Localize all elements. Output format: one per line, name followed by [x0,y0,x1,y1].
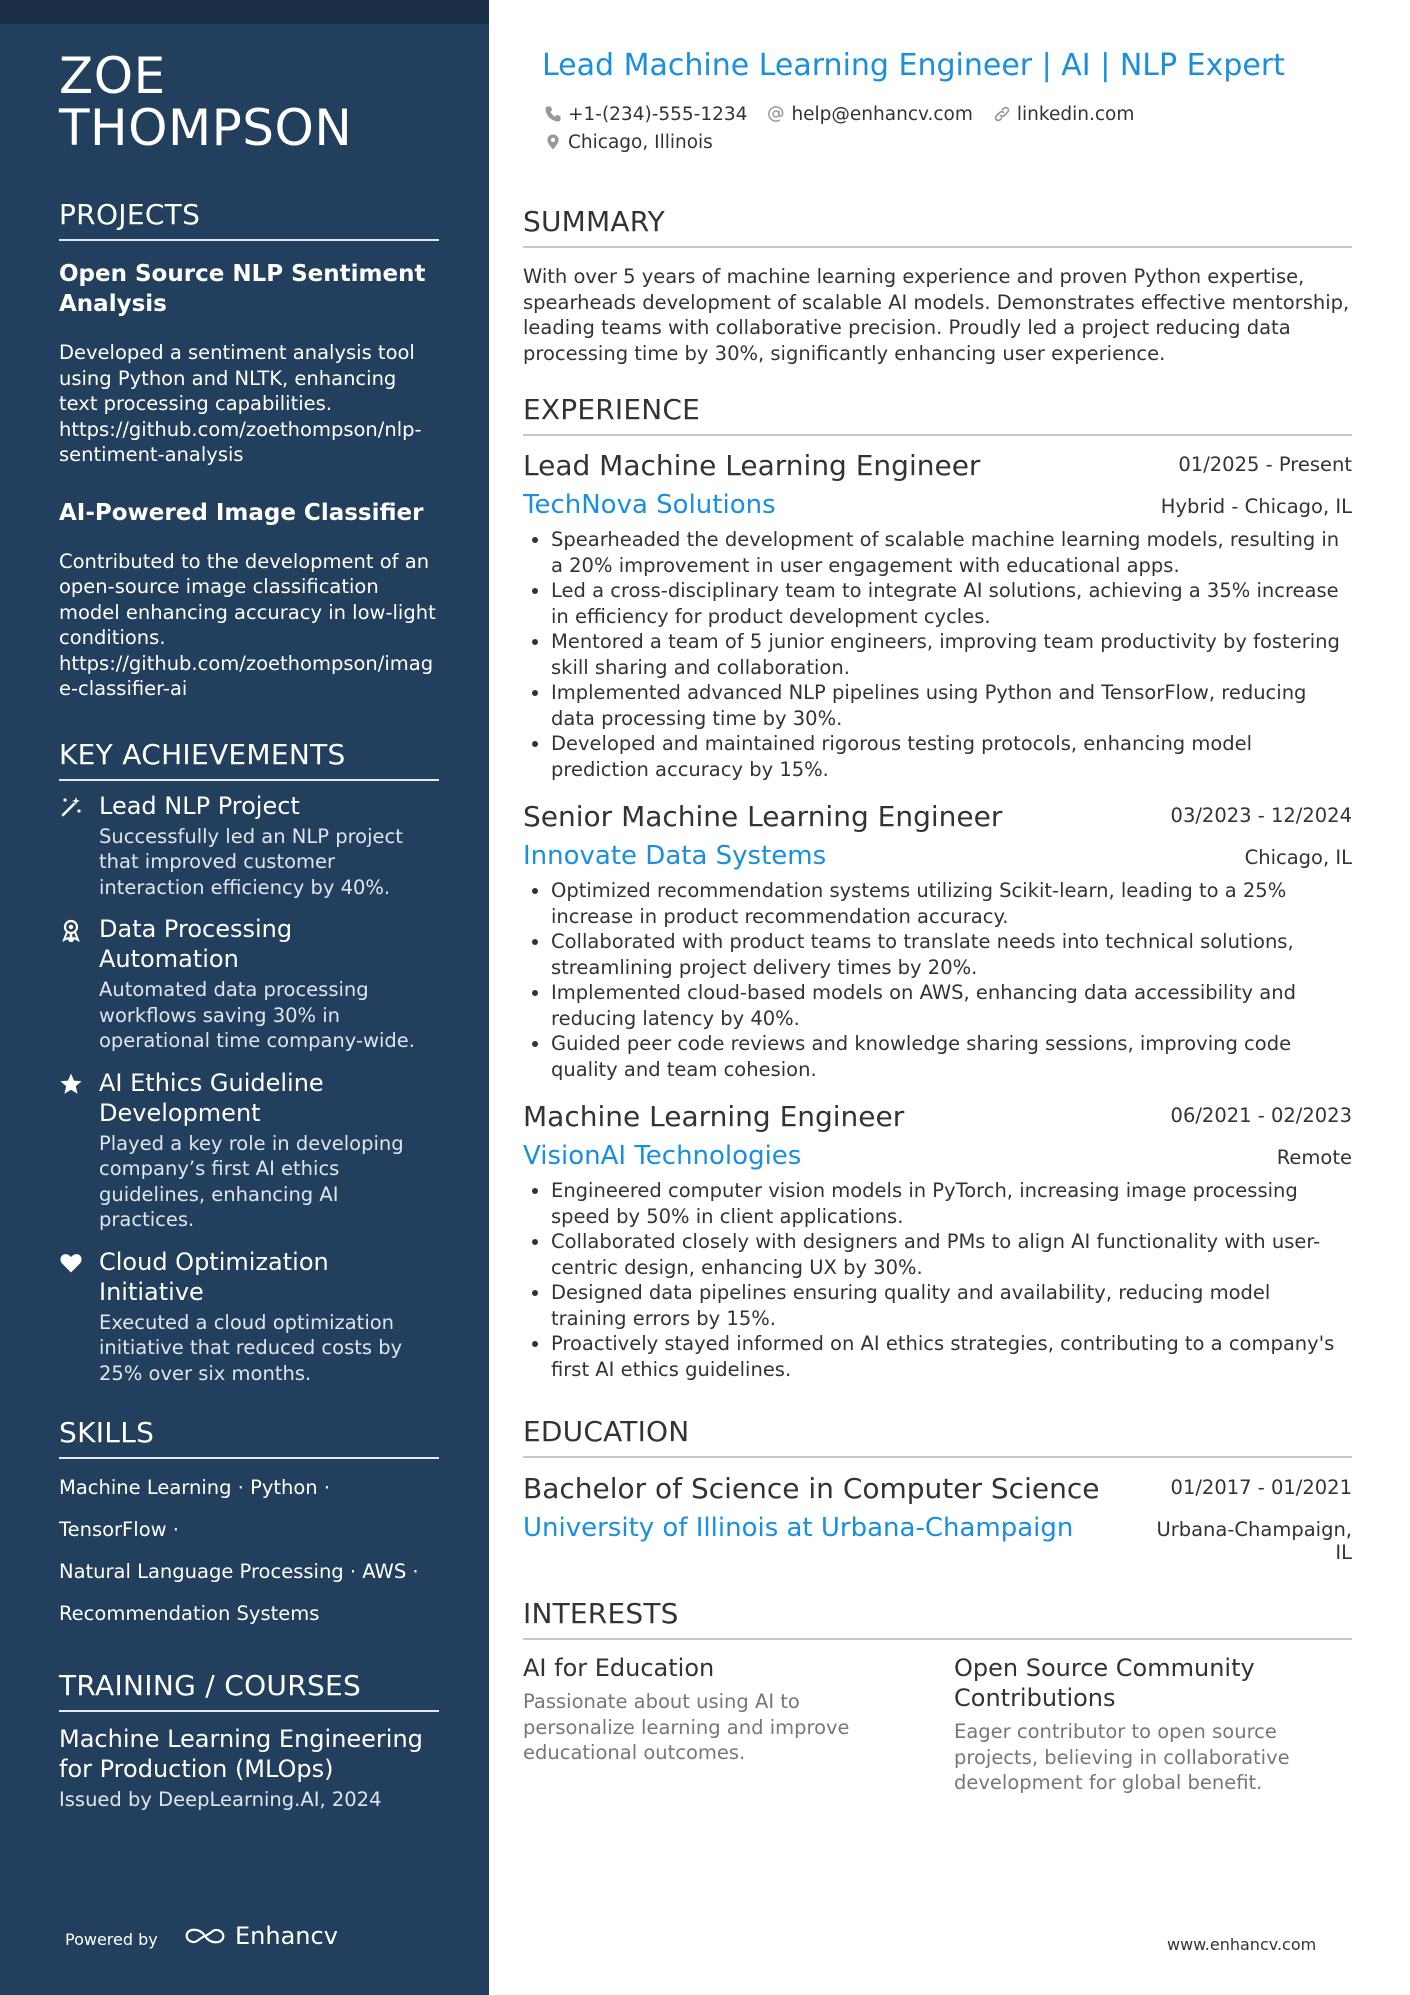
job-bullet: • Optimized recommendation systems utilizing Scikit-learn, leading to a 25% increase in product recommendation accuracy. [551,878,1352,929]
achievement-item [59,914,439,1054]
skills-line: Natural Language Processing · AWS · [59,1560,419,1583]
job-dates: 01/2025 - Present [1178,453,1352,476]
achievement-item [59,1068,439,1233]
summary-heading: SUMMARY [523,205,1352,248]
training-heading: TRAINING / COURSES [59,1669,439,1712]
job-bullet: • Spearheaded the development of scalable machine learning models, resulting in a 20% improvement in user engagement with educational apps. [551,527,1352,578]
job-title: Lead Machine Learning Engineer [523,449,981,482]
job-bullet: • Collaborated with product teams to translate needs into technical solutions, streamlining project delivery times by 20%. [551,929,1352,980]
sidebar [0,0,489,1995]
job-bullet: • Engineered computer vision models in PyTorch, increasing image processing speed by 50% in client applications. [551,1178,1352,1229]
job-bullet: • Mentored a team of 5 junior engineers, improving team productivity by fostering skill sharing and collaboration. [551,629,1352,680]
job-location: Hybrid - Chicago, IL [1160,495,1352,518]
at-sign-icon [767,105,785,123]
projects-heading: PROJECTS [59,198,439,241]
location-text: Chicago, Illinois [568,131,713,153]
job-bullet: • Developed and maintained rigorous testing protocols, enhancing model prediction accuracy by 15%. [551,731,1352,782]
footer-url[interactable]: www.enhancv.com [1167,1935,1317,1954]
course-title: Machine Learning Engineering for Production (MLOps) [59,1725,423,1783]
company-name: VisionAI Technologies [523,1141,802,1171]
project-description: Developed a sentiment analysis tool using Python and NLTK, enhancing text processing capabilities. https://github.com/zoethompson/nlp-sentiment-analysis [59,341,422,466]
interest-title: Open Source Community Contributions [954,1654,1255,1712]
job-bullet: • Designed data pipelines ensuring quality and availability, reducing model training errors by 15%. [551,1280,1352,1331]
job-title: Machine Learning Engineer [523,1100,905,1133]
star-icon [59,1072,83,1096]
interest-description: Eager contributor to open source projects, believing in collaborative development for global benefit. [954,1720,1290,1794]
headline: Lead Machine Learning Engineer | AI | NLP Expert [542,48,1285,83]
heart-icon [59,1251,83,1275]
project-title: Open Source NLP Sentiment Analysis [59,261,426,317]
education-entry [523,1472,1352,1564]
infinity-logo-icon [183,1925,227,1947]
achievement-item [59,791,439,901]
education-location: Urbana-Champaign, IL [1156,1518,1352,1564]
job-bullet: • Proactively stayed informed on AI ethics strategies, contributing to a company's first AI ethics guidelines. [551,1331,1352,1382]
interest-description: Passionate about using AI to personalize learning and improve educational outcomes. [523,1690,850,1764]
skills-heading: SKILLS [59,1416,439,1459]
location-contact [544,132,713,153]
project-title: AI-Powered Image Classifier [59,499,424,526]
email-text: help@enhancv.com [791,103,973,125]
course-issuer: Issued by DeepLearning.AI, 2024 [59,1788,382,1811]
education-heading: EDUCATION [523,1415,1352,1458]
skills-line: Machine Learning · Python · [59,1476,331,1499]
degree-title: Bachelor of Science in Computer Science [523,1472,1100,1505]
enhancv-logo[interactable] [183,1922,338,1950]
email-contact[interactable] [767,104,972,125]
phone-text: +1-(234)-555-1234 [568,103,748,125]
job-bullets [523,1178,1352,1382]
sidebar-top-bar [0,0,489,24]
linkedin-contact[interactable] [993,104,1134,125]
achievement-title: Cloud Optimization Initiative [99,1247,329,1306]
phone-icon [544,105,562,123]
contact-info [544,100,1154,156]
job-entry [523,800,1352,1082]
brand-name: Enhancv [235,1922,338,1950]
phone-contact[interactable] [544,104,747,125]
job-dates: 03/2023 - 12/2024 [1170,804,1352,827]
linkedin-text: linkedin.com [1016,103,1135,125]
job-bullet: • Led a cross-disciplinary team to integrate AI solutions, achieving a 35% increase in efficiency for product development cycles. [551,578,1352,629]
job-bullet: • Implemented cloud-based models on AWS, enhancing data accessibility and reducing latency by 40%. [551,980,1352,1031]
job-bullet: • Guided peer code reviews and knowledge sharing sessions, improving code quality and team cohesion. [551,1031,1352,1082]
achievement-item [59,1247,439,1387]
achievement-title: Lead NLP Project [99,791,300,820]
job-bullet: • Implemented advanced NLP pipelines using Python and TensorFlow, reducing data processing time by 30%. [551,680,1352,731]
achievement-description: Successfully led an NLP project that improved customer interaction efficiency by 40%. [99,824,403,899]
summary-text: With over 5 years of machine learning experience and proven Python expertise, spearheads development of scalable AI models. Demonstrates effective mentorship, leading teams with collaborative precision. Proudly led a project reducing data processing time by 30%, significantly enhancing user experience. [523,265,1350,365]
interest-item [523,1653,883,1766]
skills-line: Recommendation Systems [59,1602,320,1625]
powered-by-label: Powered by [65,1930,158,1949]
company-name: Innovate Data Systems [523,841,827,871]
interest-title: AI for Education [523,1654,715,1682]
job-title: Senior Machine Learning Engineer [523,800,1003,833]
job-entry [523,449,1352,782]
achievement-title: AI Ethics Guideline Development [99,1068,324,1127]
achievements-heading: KEY ACHIEVEMENTS [59,738,439,781]
school-name: University of Illinois at Urbana-Champaign [523,1513,1074,1543]
job-bullet: • Collaborated closely with designers and PMs to align AI functionality with user-centric design, enhancing UX by 30%. [551,1229,1352,1280]
interest-item [954,1653,1314,1796]
interests-heading: INTERESTS [523,1597,1352,1640]
job-entry [523,1100,1352,1382]
job-location: Remote [1276,1146,1352,1169]
project-description: Contributed to the development of an open-source image classification model enhancing accuracy in low-light conditions. https://github.com/zoethompson/image-classifier-ai [59,549,436,700]
skills-list [59,1467,439,1635]
achievement-description: Executed a cloud optimization initiative that reduced costs by 25% over six months. [99,1310,403,1385]
link-icon [993,105,1011,123]
company-name: TechNova Solutions [523,490,776,520]
achievement-description: Played a key role in developing company’s first AI ethics guidelines, enhancing AI practices. [99,1131,404,1231]
job-dates: 06/2021 - 02/2023 [1170,1104,1352,1127]
award-ribbon-icon [59,918,83,942]
achievement-title: Data Processing Automation [99,915,293,973]
skills-line: TensorFlow · [59,1518,179,1541]
experience-heading: EXPERIENCE [523,393,1352,436]
job-bullets [523,878,1352,1082]
map-pin-icon [544,133,562,151]
candidate-name: ZOE THOMPSON [59,47,353,157]
magic-wand-icon [59,795,83,819]
education-dates: 01/2017 - 01/2021 [1170,1476,1352,1499]
job-location: Chicago, IL [1244,846,1352,869]
job-bullets [523,527,1352,782]
achievement-description: Automated data processing workflows saving 30% in operational time company-wide. [99,978,415,1052]
